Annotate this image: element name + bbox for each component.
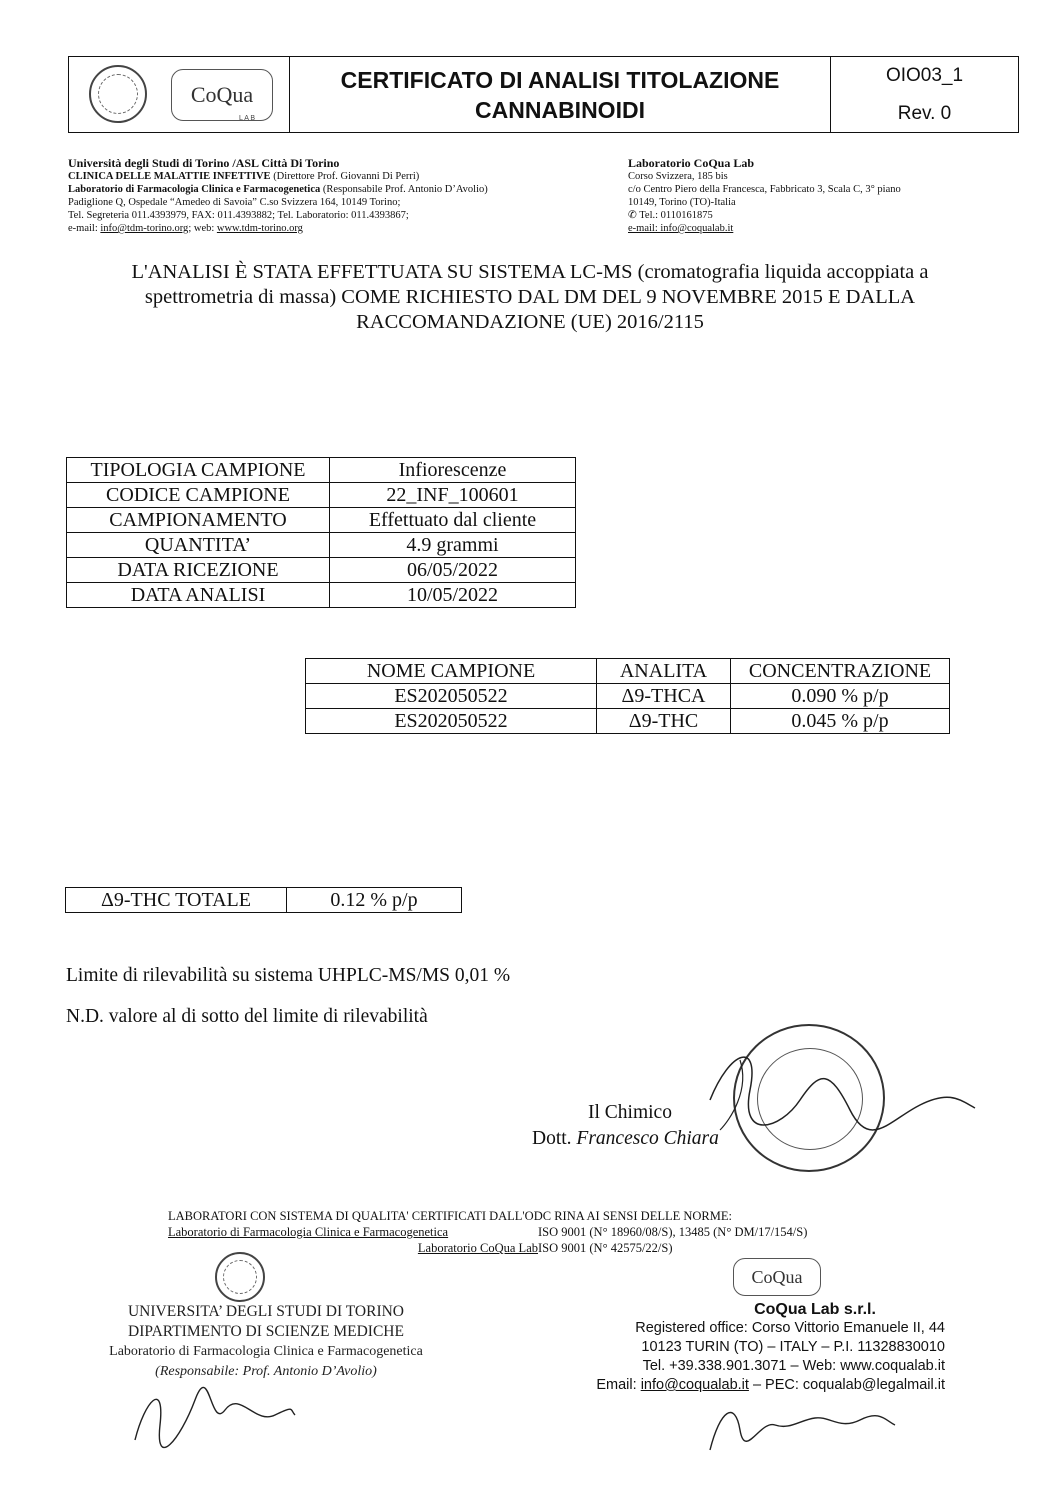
sample-info-value: 10/05/2022 <box>330 583 576 608</box>
company-info <box>565 1300 945 1395</box>
table-row <box>67 508 576 533</box>
company-office: Registered office: Corso Vittorio Emanuele II, 44 <box>635 1320 945 1336</box>
document-title <box>290 57 831 132</box>
analyte-cell: Δ9-THCA <box>597 684 731 709</box>
lab-head: (Responsabile Prof. Antonio D’Avolio) <box>320 184 488 195</box>
sample-name-cell: ES202050522 <box>306 684 597 709</box>
company-email-label: Email: <box>596 1377 641 1393</box>
sample-info-value: 22_INF_100601 <box>330 483 576 508</box>
aff-right-line1: Laboratorio CoQua Lab <box>628 156 755 170</box>
web-link[interactable]: www.tdm-torino.org <box>216 223 303 234</box>
column-header: ANALITA <box>597 659 731 684</box>
intro-line-3: RACCOMANDAZIONE (UE) 2016/2115 <box>356 311 704 333</box>
email-label: e-mail: <box>68 223 101 234</box>
aff-left-line3 <box>68 183 588 196</box>
title-line-2: CANNABINOIDI <box>475 96 645 123</box>
cert-lab-1-iso: ISO 9001 (N° 18960/08/S), 13485 (N° DM/17/154/S) <box>538 1225 808 1239</box>
table-row <box>67 483 576 508</box>
sample-info-label: DATA ANALISI <box>67 583 330 608</box>
title-line-1: CERTIFICATO DI ANALISI TITOLAZIONE <box>340 66 780 93</box>
revision: Rev. 0 <box>897 102 952 124</box>
sample-info-label: DATA RICEZIONE <box>67 558 330 583</box>
company-pec: – PEC: coqualab@legalmail.it <box>748 1377 945 1393</box>
table-row <box>67 533 576 558</box>
chemist-name-line <box>532 1126 719 1152</box>
chemist-signature-block <box>532 1100 719 1152</box>
intro-statement <box>70 260 990 335</box>
nd-note: N.D. valore al di sotto del limite di rilevabilità <box>66 1006 428 1027</box>
total-label: Δ9-THC TOTALE <box>66 888 287 913</box>
detection-limit-note: Limite di rilevabilità su sistema UHPLC-MS/MS 0,01 % <box>66 965 511 986</box>
company-contacts: Tel. +39.338.901.3071 – Web: www.coqualab.it <box>642 1358 945 1374</box>
university-footer-seal-icon <box>215 1252 265 1302</box>
sample-info-label: CODICE CAMPIONE <box>67 483 330 508</box>
certification-heading: LABORATORI CON SISTEMA DI QUALITA' CERTIFICATI DALL'ODC RINA AI SENSI DELLE NORME: <box>168 1209 732 1223</box>
document-code <box>831 57 1018 132</box>
aff-left-line4: Padiglione Q, Ospedale “Amedeo di Savoia” C.so Svizzera 164, 10149 Torino; <box>68 197 401 208</box>
total-value: 0.12 % p/p <box>287 888 462 913</box>
lab-name: Laboratorio di Farmacologia Clinica e Farmacogenetica <box>68 184 321 195</box>
sample-info-label: CAMPIONAMENTO <box>67 508 330 533</box>
company-signature-icon <box>700 1390 900 1460</box>
web-label: ; web: <box>188 223 217 234</box>
aff-right-email[interactable]: e-mail: info@coqualab.it <box>628 223 734 234</box>
table-row <box>67 583 576 608</box>
coqua-logo <box>171 69 273 121</box>
univ-line-2: DIPARTIMENTO DI SCIENZE MEDICHE <box>128 1323 404 1340</box>
company-name: CoQua Lab s.r.l. <box>754 1301 876 1318</box>
cert-lab-2-iso: ISO 9001 (N° 42575/22/S) <box>538 1241 673 1255</box>
aff-left-line1: Università degli Studi di Torino /ASL Città Di Torino <box>68 156 340 170</box>
sample-info-value: Infiorescenze <box>330 458 576 483</box>
sample-info-value: 06/05/2022 <box>330 558 576 583</box>
coqua-footer-logo-text: CoQua <box>751 1266 803 1287</box>
company-email-link[interactable]: info@coqualab.it <box>640 1377 749 1393</box>
cert-lab-2: Laboratorio CoQua Lab <box>417 1241 538 1255</box>
concentration-cell: 0.045 % p/p <box>731 709 950 734</box>
analyte-cell: Δ9-THC <box>597 709 731 734</box>
university-seal-icon <box>89 65 147 123</box>
chemist-title: Dott. <box>532 1128 577 1149</box>
cert-lab-1: Laboratorio di Farmacologia Clinica e Farmacogenetica <box>168 1225 449 1239</box>
column-header: NOME CAMPIONE <box>306 659 597 684</box>
coqua-logo-sub: L A B <box>239 115 256 122</box>
table-row <box>66 888 462 913</box>
sample-info-label: TIPOLOGIA CAMPIONE <box>67 458 330 483</box>
univ-line-1: UNIVERSITA’ DEGLI STUDI DI TORINO <box>127 1303 404 1320</box>
sample-name-cell: ES202050522 <box>306 709 597 734</box>
results-table <box>305 658 950 734</box>
table-row <box>306 684 950 709</box>
lab-head-signature-icon <box>125 1370 305 1450</box>
doc-code: OIO03_1 <box>885 64 964 86</box>
document-header <box>68 56 1019 133</box>
email-link[interactable]: info@tdm-torino.org <box>100 223 189 234</box>
concentration-cell: 0.090 % p/p <box>731 684 950 709</box>
univ-line-3: Laboratorio di Farmacologia Clinica e Farmacogenetica <box>109 1344 423 1359</box>
total-table <box>65 887 462 913</box>
chemist-signature-icon <box>690 1030 980 1140</box>
table-row <box>67 458 576 483</box>
cert-row-2 <box>168 1240 868 1256</box>
intro-line-1: L'ANALISI È STATA EFFETTUATA SU SISTEMA LC-MS (cromatografia liquida accoppiata a <box>131 261 929 283</box>
aff-right-line3: c/o Centro Piero della Francesca, Fabbricato 3, Scala C, 3° piano <box>628 184 901 195</box>
clinic-director: (Direttore Prof. Giovanni Di Perri) <box>270 171 420 182</box>
certification-block <box>168 1208 868 1256</box>
sample-info-value: 4.9 grammi <box>330 533 576 558</box>
column-header: CONCENTRAZIONE <box>731 659 950 684</box>
company-city: 10123 TURIN (TO) – ITALY – P.I. 11328830010 <box>641 1339 945 1355</box>
coqua-footer-logo <box>733 1258 821 1296</box>
chemist-role: Il Chimico <box>588 1102 672 1123</box>
aff-right-line4: 10149, Torino (TO)-Italia <box>628 197 736 208</box>
sample-info-value: Effettuato dal cliente <box>330 508 576 533</box>
aff-right-line2: Corso Svizzera, 185 bis <box>628 171 728 182</box>
coqua-logo-text: CoQua <box>190 82 254 107</box>
table-header-row <box>306 659 950 684</box>
sample-info-label: QUANTITA’ <box>67 533 330 558</box>
univ-line-4: (Responsabile: Prof. Antonio D’Avolio) <box>155 1364 377 1379</box>
table-row <box>306 709 950 734</box>
cert-row-1 <box>168 1224 868 1240</box>
clinic-name: CLINICA DELLE MALATTIE INFETTIVE <box>68 171 271 182</box>
aff-right-line5: ✆ Tel.: 0110161875 <box>628 210 713 221</box>
aff-left-line2 <box>68 170 588 183</box>
aff-left-line5: Tel. Segreteria 011.4393979, FAX: 011.4393882; Tel. Laboratorio: 011.4393867; <box>68 210 409 221</box>
chemist-name: Francesco Chiara <box>576 1128 719 1149</box>
sample-info-table <box>66 457 576 608</box>
table-row <box>67 558 576 583</box>
affiliation-left <box>68 157 588 235</box>
header-logos <box>69 57 290 132</box>
affiliation-right <box>628 157 928 235</box>
aff-left-line6 <box>68 222 588 235</box>
intro-line-2: spettrometria di massa) COME RICHIESTO DAL DM DEL 9 NOVEMBRE 2015 E DALLA <box>144 286 916 308</box>
